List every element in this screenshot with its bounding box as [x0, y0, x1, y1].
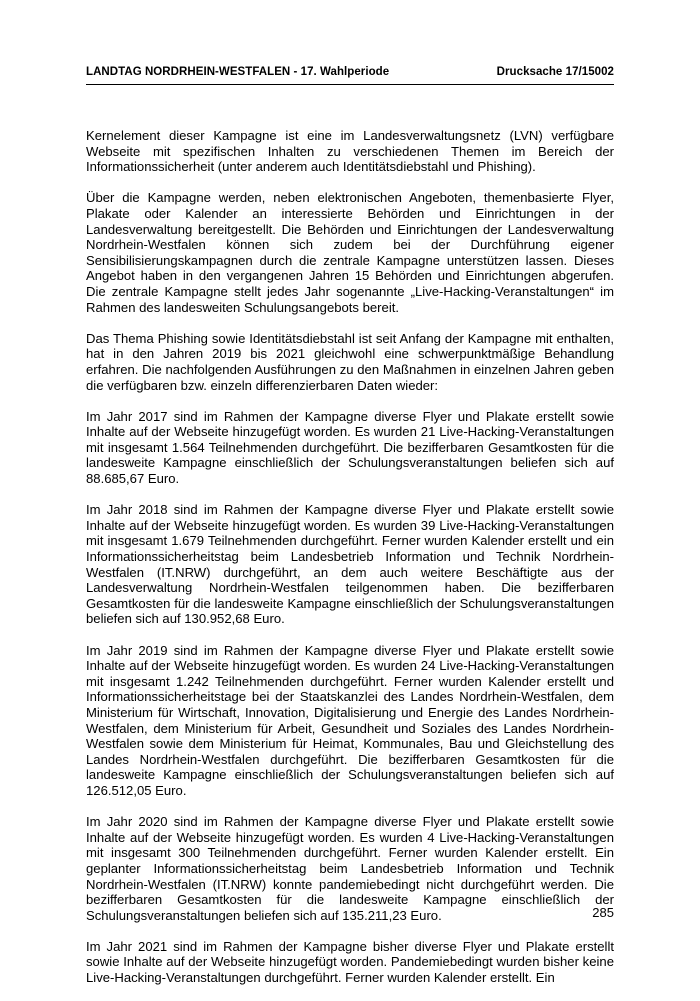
- paragraph-2018: Im Jahr 2018 sind im Rahmen der Kampagne diverse Flyer und Plakate erstellt sowie Inhalte auf der Webseite hinzugefügt worden. Es wurden 39 Live-Hacking-Veranstaltungen mit insgesamt 1.679 Teilnehmenden durchgeführt. Ferner wurden Kalender erstellt und ein Informationssicherheitstag beim Landesbetrieb Information und Technik Nordrhein-Westfalen (IT.NRW) durchgeführt, an dem auch weitere Beschäftigte aus der Landesverwaltung Nordrhein-Westfalen teilgenommen haben. Die bezifferbaren Gesamtkosten für die landesweite Kampagne einschließlich der Schulungsveranstaltungen beliefen sich auf 130.952,68 Euro.: [86, 502, 614, 627]
- paragraph-2021: Im Jahr 2021 sind im Rahmen der Kampagne bisher diverse Flyer und Plakate erstellt sowie Inhalte auf der Webseite hinzugefügt worden. Pandemiebedingt wurden bisher keine Live-Hacking-Veranstaltungen durchgeführt. Ferner wurden Kalender erstellt. Ein: [86, 938, 614, 986]
- paragraph-2017: Im Jahr 2017 sind im Rahmen der Kampagne diverse Flyer und Plakate erstellt sowie Inhalte auf der Webseite hinzugefügt worden. Es wurden 21 Live-Hacking-Veranstaltungen mit insgesamt 1.564 Teilnehmenden durchgeführt. Die bezifferbaren Gesamtkosten für die landesweite Kampagne einschließlich der Schulungsveranstaltungen beliefen sich auf 88.685,67 Euro.: [86, 408, 614, 487]
- paragraph-intro: Kernelement dieser Kampagne ist eine im Landesverwaltungsnetz (LVN) verfügbare Webseite mit spezifischen Inhalten zu verschiedenen Themen im Bereich der Informationssicherheit (unter anderem auch Identitätsdiebstahl und Phishing).: [86, 128, 614, 175]
- document-body: [86, 128, 614, 1001]
- page-header: [86, 66, 614, 85]
- paragraph-2019: Im Jahr 2019 sind im Rahmen der Kampagne diverse Flyer und Plakate erstellt sowie Inhalte auf der Webseite hinzugefügt worden. Es wurden 24 Live-Hacking-Veranstaltungen mit insgesamt 1.242 Teilnehmenden durchgeführt. Ferner wurden Kalender erstellt und Informationssicherheitstage bei der Staatskanzlei des Landes Nordrhein-Westfalen, dem Ministerium für Wirtschaft, Innovation, Digitalisierung und Energie des Landes Nordrhein-Westfalen, dem Ministerium für Arbeit, Gesundheit und Soziales des Landes Nordrhein-Westfalen sowie dem Ministerium für Heimat, Kommunales, Bau und Gleichstellung des Landes Nordrhein-Westfalen durchgeführt. Die bezifferbaren Gesamtkosten für die landesweite Kampagne einschließlich der Schulungsveranstaltungen beliefen sich auf 126.512,05 Euro.: [86, 642, 614, 798]
- header-document-number: Drucksache 17/15002: [496, 66, 614, 78]
- page-number: 285: [592, 905, 614, 920]
- paragraph-campaign: Über die Kampagne werden, neben elektronischen Angeboten, themenbasierte Flyer, Plakate oder Kalender an interessierte Behörden und Einrichtungen in der Landesverwaltung bereitgestellt. Die Behörden und Einrichtungen der Landesverwaltung Nordrhein-Westfalen können sich zudem bei der Durchführung eigener Sensibilisierungskampagnen durch die zentrale Kampagne unterstützen lassen. Dieses Angebot haben in den vergangenen Jahren 15 Behörden und Einrichtungen abgerufen. Die zentrale Kampagne stellt jedes Jahr sogenannte „Live-Hacking-Veranstaltungen“ im Rahmen des landesweiten Schulungsangebots bereit.: [86, 190, 614, 315]
- paragraph-2020: Im Jahr 2020 sind im Rahmen der Kampagne diverse Flyer und Plakate erstellt sowie Inhalte auf der Webseite hinzugefügt worden. Es wurden 4 Live-Hacking-Veranstaltungen mit insgesamt 300 Teilnehmenden durchgeführt. Ferner wurden Kalender erstellt. Ein geplanter Informationssicherheitstag beim Landesbetrieb Information und Technik Nordrhein-Westfalen (IT.NRW) konnte pandemiebedingt nicht durchgeführt werden. Die bezifferbaren Gesamtkosten für die landesweite Kampagne einschließlich der Schulungsveranstaltungen beliefen sich auf 135.211,23 Euro.: [86, 814, 614, 923]
- paragraph-phishing: Das Thema Phishing sowie Identitätsdiebstahl ist seit Anfang der Kampagne mit enthalten, hat in den Jahren 2019 bis 2021 gleichwohl eine schwerpunktmäßige Behandlung erfahren. Die nachfolgenden Ausführungen zu den Maßnahmen in einzelnen Jahren geben die verfügbaren bzw. einzeln differenzierbaren Daten wieder:: [86, 330, 614, 393]
- header-parliament: LANDTAG NORDRHEIN-WESTFALEN - 17. Wahlperiode: [86, 66, 390, 78]
